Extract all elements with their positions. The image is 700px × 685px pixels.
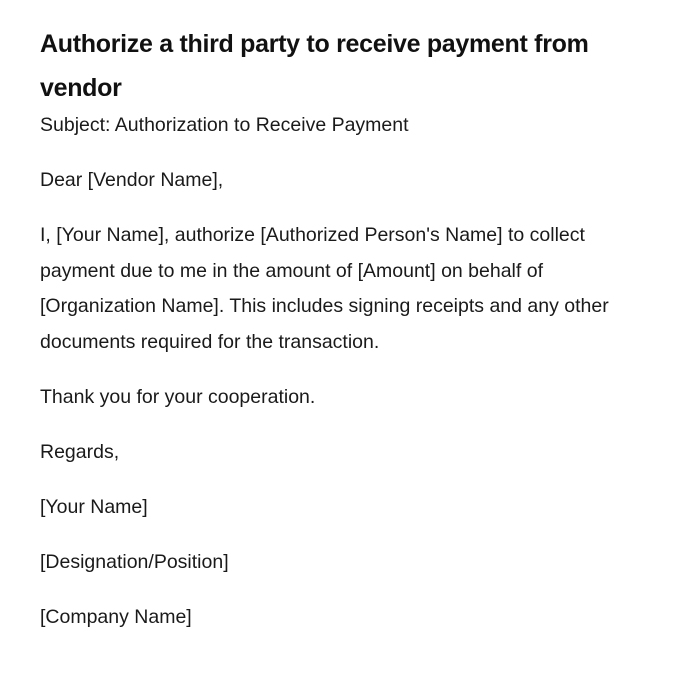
- signature-designation: [Designation/Position]: [40, 550, 229, 573]
- body-paragraph: I, [Your Name], authorize [Authorized Person's Name] to collect payment due to me in the amount of [Amount] on behalf of [Organization Name]. This includes signing receipts and any other documents required for the transaction.: [40, 224, 609, 353]
- signature-company: [Company Name]: [40, 605, 192, 628]
- signature-name: [Your Name]: [40, 495, 148, 518]
- thanks-line: Thank you for your cooperation.: [40, 385, 316, 408]
- greeting: Dear [Vendor Name],: [40, 169, 224, 191]
- subject-line: Subject: Authorization to Receive Payment: [40, 114, 409, 136]
- closing: Regards,: [40, 440, 120, 463]
- document-title: Authorize a third party to receive payment from vendor: [40, 30, 589, 102]
